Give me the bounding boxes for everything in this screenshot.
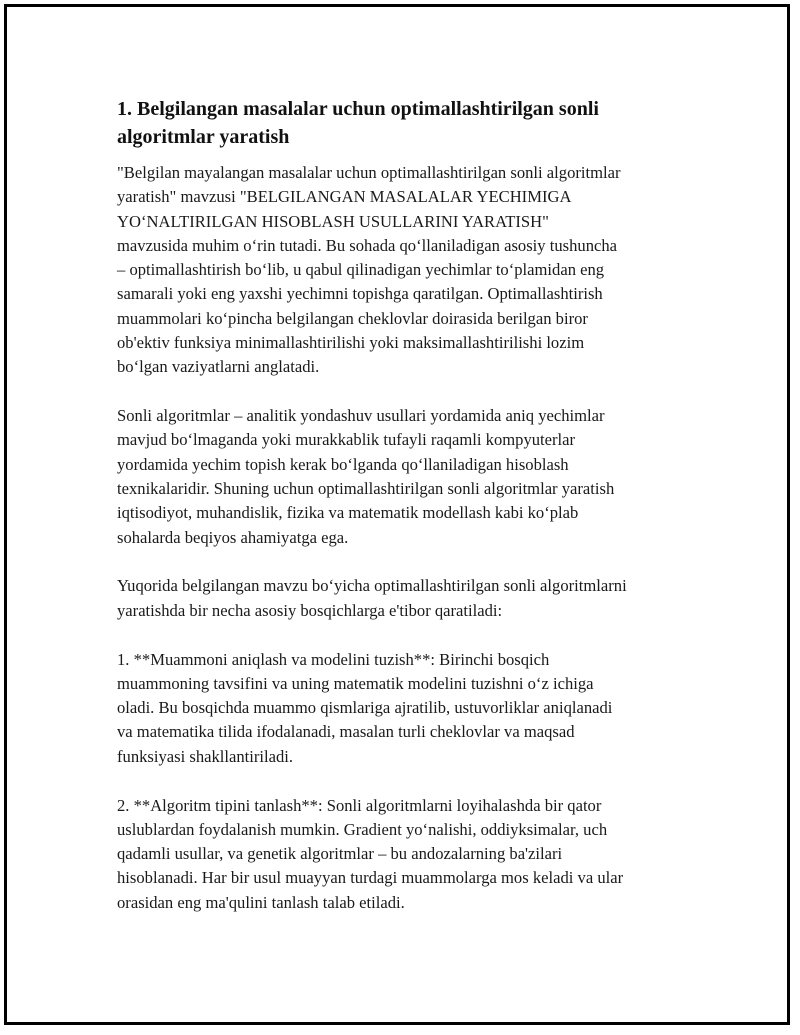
paragraph-stages-intro: Yuqorida belgilangan mavzu bo‘yicha optimallashtirilgan sonli algoritmlarni yaratishda bir necha asosiy bosqichlarga e'tibor qaratiladi: [117,576,627,620]
section-heading: 1. Belgilangan masalalar uchun optimallashtirilgan sonli algoritmlar yaratish [117,98,599,148]
paragraph-numerical-algorithms: Sonli algoritmlar – analitik yondashuv usullari yordamida aniq yechimlar mavjud bo‘lmaganda yoki murakkablik tufayli raqamli kompyuterlar yordamida yechim topish kerak bo‘lganda qo‘llaniladigan hisoblash texnikalaridir. Shuning uchun optimallashtirilgan sonli algoritmlar yaratish iqtisodiyot, muhandislik, fizika va matematik modellash kabi ko‘plab sohalarda beqiyos ahamiyatga ega. [117,406,615,547]
list-item-step-2: 2. **Algoritm tipini tanlash**: Sonli algoritmlarni loyihalashda bir qator uslublardan foydalanish mumkin. Gradient yo‘nalishi, oddiyksimalar, uch qadamli usullar, va genetik algoritmlar – bu andozalarning ba'zilari hisoblanadi. Har bir usul muayyan turdagi muammolarga mos keladi va ular orasidan eng ma'qulini tanlash talab etiladi. [117,795,624,912]
document-body [117,95,707,940]
list-item-step-1: 1. **Muammoni aniqlash va modelini tuzish**: Birinchi bosqich muammoning tavsifini va uning matematik modelini tuzishni o‘z ichiga oladi. Bu bosqichda muammo qismlariga ajratilib, ustuvorliklar aniqlanadi va matematika tilida ifodalanadi, masalan turli cheklovlar va maqsad funksiyasi shakllantiriladi. [117,649,613,766]
paragraph-intro: "Belgilan mayalangan masalalar uchun optimallashtirilgan sonli algoritmlar yaratish" mavzusi "BELGILANGAN MASALALAR YECHIMIGA YO‘NALTIRILGAN HISOBLASH USULLARINI YARATISH" mavzusida muhim o‘rin tutadi. Bu sohada qo‘llaniladigan asosiy tushuncha – optimallashtirish bo‘lib, u qabul qilinadigan yechimlar to‘plamidan eng samarali yoki eng yaxshi yechimni topishga qaratilgan. Optimallashtirish muammolari ko‘pincha belgilangan cheklovlar doirasida berilgan biror ob'ektiv funksiya minimallashtirilishi yoki maksimallashtirilishi lozim bo‘lgan vaziyatlarni anglatadi. [117,163,621,377]
